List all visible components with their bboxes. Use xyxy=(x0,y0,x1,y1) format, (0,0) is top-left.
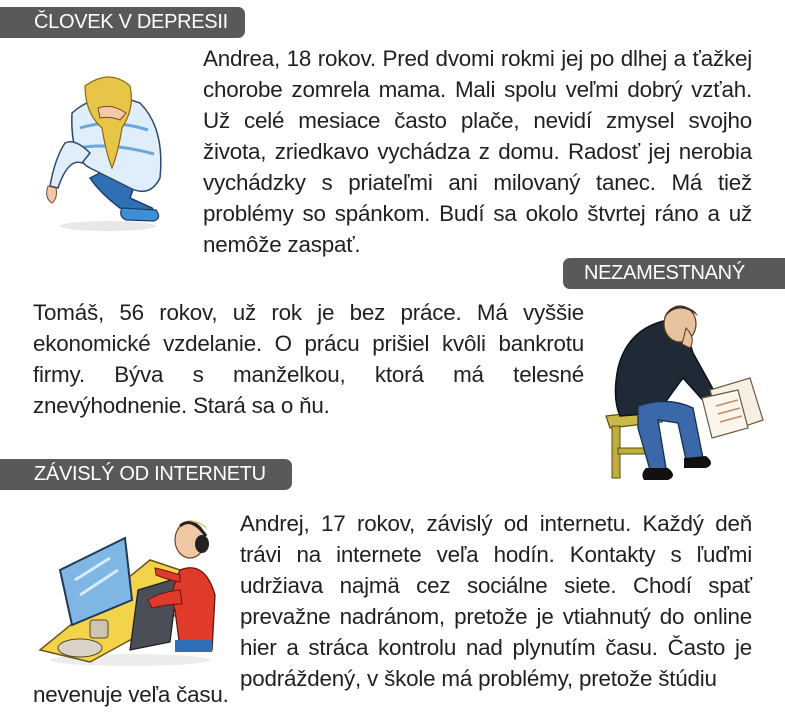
boy-at-computer-illustration xyxy=(30,500,220,670)
section-tag-internet-addicted: ZÁVISLÝ OD INTERNETU xyxy=(0,459,292,490)
section-text-internet-addicted-tail: nevenuje veľa času. xyxy=(33,682,229,707)
section-text-internet-addicted: Andrej, 17 rokov, závislý od internetu. Každý deň trávi na internete veľa hodín. Kontakty s ľuďmi udržiava najmä cez sociálne siete. Chodí spať prevažne nadránom, pretože je vtiahnutý do online hier a stráca kontrolu nad plynutím času. Často je podráždený, v škole má problémy, pretože štúdiu xyxy=(240,511,752,691)
section-text-depression: Andrea, 18 rokov. Pred dvomi rokmi jej po dlhej a ťažkej chorobe zomrela mama. Mali spolu veľmi dobrý vzťah. Už celé mesiace často plače, nevidí zmysel svojho života, zriedkavo vychádza z domu. Radosť jej nerobia vychádzky s priateľmi ani milovaný tanec. Má tiež problémy so spánkom. Budí sa okolo štvrtej ráno a už nemôže zaspať. xyxy=(203,46,752,257)
section-tag-unemployed: NEZAMESTNANÝ xyxy=(563,258,785,289)
crouching-girl-illustration xyxy=(30,58,170,233)
section-tag-depression: ČLOVEK V DEPRESII xyxy=(0,7,245,38)
sitting-man-with-papers-illustration xyxy=(598,298,768,490)
section-text-unemployed: Tomáš, 56 rokov, už rok je bez práce. Má vyššie ekonomické vzdelanie. O prácu prišiel kvôli bankrotu firmy. Býva s manželkou, ktorá má telesné znevýhodnenie. Stará sa o ňu. xyxy=(33,300,584,418)
